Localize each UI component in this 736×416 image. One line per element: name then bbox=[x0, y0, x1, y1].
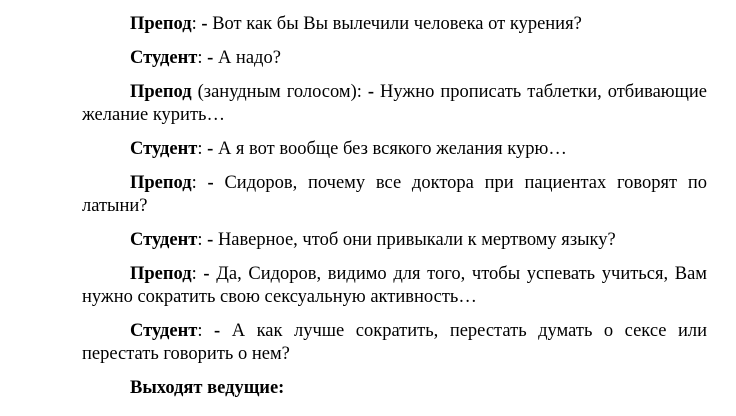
dialogue-line-1: Препод: - Вот как бы Вы вылечили человека от курения? bbox=[130, 14, 582, 34]
speaker-name: Препод bbox=[130, 82, 192, 102]
dialogue-line-8: Студент: - А как лучше сократить, перестать думать о сексе или перестать говорить о нем? bbox=[82, 321, 708, 364]
dialogue-line-7: Препод: - Да, Сидоров, видимо для того, чтобы успевать учиться, Вам нужно сократить свою сексуальную активность… bbox=[82, 264, 707, 307]
dialogue-text: Да, Сидоров, видимо для того, чтобы успевать учиться, Вам нужно сократить свою сексуальную активность… bbox=[82, 264, 707, 307]
dash: - bbox=[203, 264, 210, 284]
dash: - bbox=[207, 139, 214, 159]
speaker-name: Препод bbox=[130, 14, 192, 34]
closing-heading: Выходят ведущие: bbox=[130, 378, 285, 398]
dialogue-line-6: Студент: - Наверное, чтоб они привыкали к мертвому языку? bbox=[130, 230, 616, 250]
dialogue-text: А как лучше сократить, перестать думать о сексе или перестать говорить о нем? bbox=[82, 321, 708, 364]
speaker-name: Студент bbox=[130, 230, 198, 250]
dialogue-line-5: Препод: - Сидоров, почему все доктора при пациентах говорят по латыни? bbox=[82, 173, 708, 216]
dialogue-text: А я вот вообще без всякого желания курю… bbox=[217, 139, 567, 159]
dialogue-text: А надо? bbox=[217, 48, 281, 68]
dash: - bbox=[201, 14, 208, 34]
dialogue-text: Нужно прописать таблетки, отбивающие желание курить… bbox=[82, 82, 707, 125]
speaker-name: Студент bbox=[130, 48, 198, 68]
dialogue-line-4: Студент: - А я вот вообще без всякого желания курю… bbox=[130, 139, 567, 159]
dialogue-text: Вот как бы Вы вылечили человека от курения? bbox=[212, 14, 582, 34]
speaker-name: Препод bbox=[130, 173, 192, 193]
dash: - bbox=[207, 173, 214, 193]
speaker-note: (занудным голосом) bbox=[191, 82, 357, 102]
speaker-name: Студент bbox=[130, 139, 198, 159]
dash: - bbox=[367, 82, 375, 102]
dialogue-line-2: Студент: - А надо? bbox=[130, 48, 281, 68]
dialogue-text: Сидоров, почему все доктора при пациентах говорят по латыни? bbox=[82, 173, 708, 216]
dash: - bbox=[207, 230, 214, 250]
speaker-name: Студент bbox=[130, 321, 198, 341]
dash: - bbox=[207, 48, 214, 68]
speaker-name: Препод bbox=[130, 264, 192, 284]
dialogue-text: Наверное, чтоб они привыкали к мертвому языку? bbox=[217, 230, 616, 250]
dialogue-line-3: Препод (занудным голосом): - Нужно прописать таблетки, отбивающие желание курить… bbox=[82, 82, 707, 125]
dash: - bbox=[214, 321, 221, 341]
